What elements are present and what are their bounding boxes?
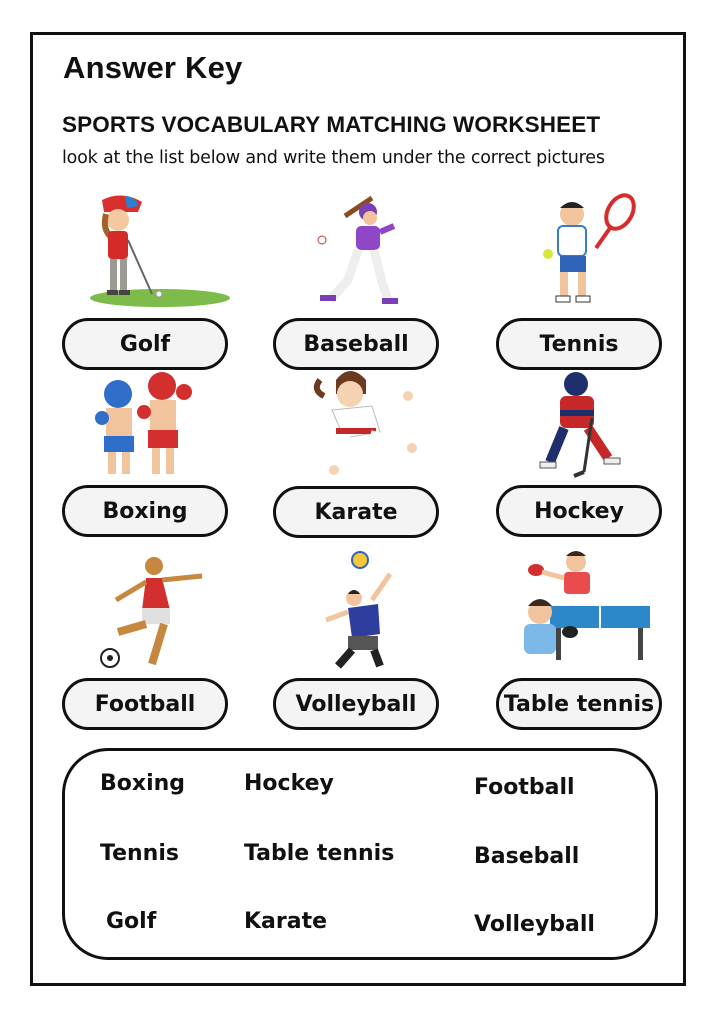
word-bank-item: Baseball [474, 844, 580, 869]
answer-pill-boxing[interactable]: Boxing [62, 485, 228, 537]
baseball-icon [290, 190, 440, 310]
word-bank-item: Golf [106, 909, 157, 934]
word-bank-item: Hockey [244, 771, 334, 796]
answer-pill-golf[interactable]: Golf [62, 318, 228, 370]
hockey-icon [510, 362, 660, 482]
volleyball-icon [290, 550, 440, 670]
word-bank-item: Football [474, 775, 575, 800]
answer-pill-karate[interactable]: Karate [273, 486, 439, 538]
tennis-icon [510, 190, 660, 310]
golf-icon [80, 190, 230, 310]
answer-pill-baseball[interactable]: Baseball [273, 318, 439, 370]
answer-pill-volleyball[interactable]: Volleyball [273, 678, 439, 730]
page-title: Answer Key [63, 50, 243, 85]
word-bank-item: Tennis [100, 841, 179, 866]
word-bank-item: Karate [244, 909, 328, 934]
karate-icon [290, 362, 440, 482]
football-icon [80, 550, 230, 670]
answer-pill-hockey[interactable]: Hockey [496, 485, 662, 537]
answer-pill-tennis[interactable]: Tennis [496, 318, 662, 370]
worksheet-subtitle: SPORTS VOCABULARY MATCHING WORKSHEET [62, 112, 601, 137]
word-bank-item: Volleyball [474, 912, 595, 937]
answer-pill-table-tennis[interactable]: Table tennis [496, 678, 662, 730]
word-bank-item: Table tennis [244, 841, 395, 866]
instructions-text: look at the list below and write them under the correct pictures [62, 148, 605, 168]
word-bank-item: Boxing [100, 771, 186, 796]
answer-pill-football[interactable]: Football [62, 678, 228, 730]
boxing-icon [80, 362, 230, 482]
table-tennis-icon [510, 548, 660, 668]
